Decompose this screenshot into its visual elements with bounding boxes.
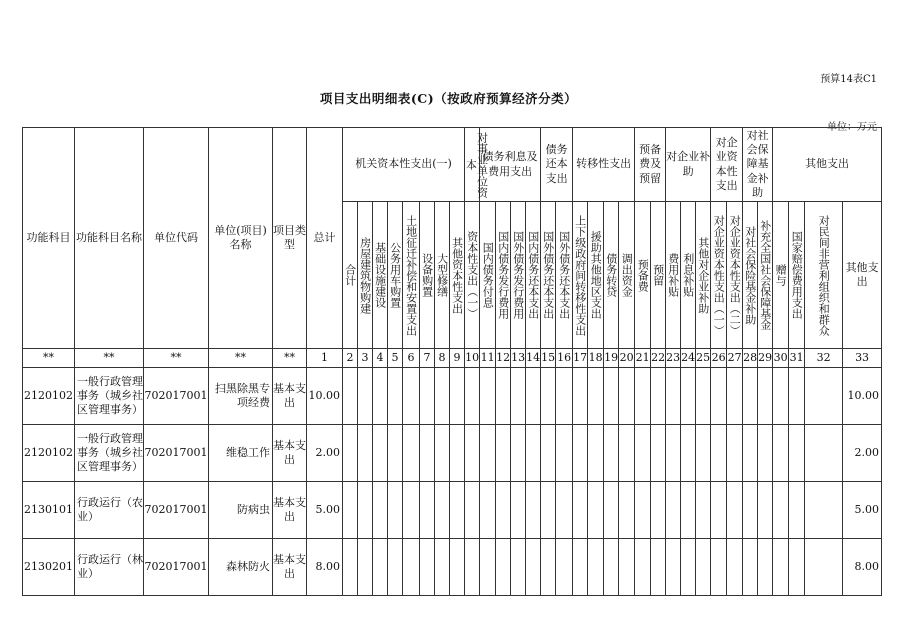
empty-cell [573,368,588,425]
empty-cell [465,425,480,482]
header-c29: 补充全国社会保障基金 [758,202,773,349]
func-code-cell: 2130201 [23,539,75,596]
index-cell: 13 [511,349,526,368]
index-cell: 6 [403,349,420,368]
empty-cell [373,539,388,596]
empty-cell [450,539,465,596]
empty-cell [403,482,420,539]
project-name-cell: 防病虫 [209,482,273,539]
empty-cell [635,425,651,482]
empty-cell [696,539,711,596]
empty-cell [588,425,604,482]
empty-cell [773,482,789,539]
header-c26: 对企业资本性支出（一） [711,202,727,349]
empty-cell [681,425,696,482]
func-name-cell: 行政运行（林业） [75,539,144,596]
empty-cell [681,539,696,596]
empty-cell [758,368,773,425]
empty-cell [711,482,727,539]
index-cell: 8 [435,349,450,368]
empty-cell [343,425,358,482]
func-code-cell: 2120102 [23,368,75,425]
header-group-social-security: 对社会保障基金补助 [743,128,773,202]
empty-cell [541,482,556,539]
empty-cell [696,425,711,482]
empty-cell [635,539,651,596]
empty-cell [789,539,805,596]
empty-cell [511,425,526,482]
empty-cell [588,539,604,596]
func-code-cell: 2120102 [23,425,75,482]
func-code-cell: 2130101 [23,482,75,539]
index-cell: 32 [805,349,843,368]
index-cell: 29 [758,349,773,368]
index-cell: 21 [635,349,651,368]
empty-cell [619,425,635,482]
empty-cell [343,482,358,539]
empty-cell [604,482,619,539]
index-cell: 4 [373,349,388,368]
empty-cell [573,539,588,596]
empty-cell [373,368,388,425]
proj-type-cell: 基本支出 [273,368,307,425]
empty-cell [511,539,526,596]
empty-cell [666,425,681,482]
header-func-code: 功能科目 [23,128,75,349]
header-c9: 其他资本性支出 [450,202,465,349]
header-group-debt-principal: 债务还本支出 [541,128,573,202]
empty-cell [805,539,843,596]
empty-cell [420,539,435,596]
proj-type-cell: 基本支出 [273,425,307,482]
empty-cell [743,425,758,482]
empty-cell [743,368,758,425]
index-cell: 5 [388,349,403,368]
empty-cell [666,368,681,425]
index-cell: 3 [358,349,373,368]
total-cell: 8.00 [307,539,343,596]
empty-cell [773,539,789,596]
empty-cell [711,425,727,482]
index-cell: 31 [789,349,805,368]
empty-cell [604,425,619,482]
func-name-cell: 行政运行（农业） [75,482,144,539]
empty-cell [526,482,541,539]
index-cell: 19 [604,349,619,368]
index-cell: 27 [727,349,743,368]
index-cell: 25 [696,349,711,368]
empty-cell [435,425,450,482]
table-row [23,482,882,539]
page-title: 项目支出明细表(C)（按政府预算经济分类） [319,91,578,106]
project-expense-table [22,127,882,596]
index-cell: ** [23,349,75,368]
empty-cell [604,368,619,425]
header-group-institution-capital: 对事业单位资本 [465,128,480,202]
index-cell: 22 [651,349,666,368]
index-cell: 26 [711,349,727,368]
total-cell: 10.00 [307,368,343,425]
empty-cell [358,539,373,596]
empty-cell [573,482,588,539]
header-c7: 设备购置 [420,202,435,349]
page-tag: 预算14表C1 [820,74,877,85]
empty-cell [651,368,666,425]
empty-cell [526,539,541,596]
header-c6: 土地征迁补偿和安置支出 [403,202,420,349]
header-c3: 房屋建筑物购建 [358,202,373,349]
empty-cell [480,368,496,425]
empty-cell [727,539,743,596]
empty-cell [588,482,604,539]
unit-label: 单位：万元 [827,122,877,133]
empty-cell [496,368,511,425]
index-cell: 7 [420,349,435,368]
header-c19: 债务转贷 [604,202,619,349]
header-c23: 费用补贴 [666,202,681,349]
unit-code-cell: 702017001 [144,368,209,425]
index-cell: 30 [773,349,789,368]
empty-cell [743,482,758,539]
empty-cell [465,368,480,425]
empty-cell [789,368,805,425]
index-cell: ** [75,349,144,368]
header-c5: 公务用车购置 [388,202,403,349]
empty-cell [789,425,805,482]
empty-cell [556,368,573,425]
header-c12: 国内债务发行费用 [496,202,511,349]
empty-cell [604,539,619,596]
empty-cell [773,425,789,482]
empty-cell [526,368,541,425]
header-group-capital-1: 机关资本性支出(一) [343,128,465,202]
empty-cell [403,368,420,425]
empty-cell [373,425,388,482]
empty-cell [635,368,651,425]
index-cell: 17 [573,349,588,368]
empty-cell [420,425,435,482]
unit-code-cell: 702017001 [144,482,209,539]
empty-cell [541,425,556,482]
total-cell: 2.00 [307,425,343,482]
index-cell: ** [273,349,307,368]
index-cell: 2 [343,349,358,368]
empty-cell [696,482,711,539]
empty-cell [541,368,556,425]
header-c20: 调出资金 [619,202,635,349]
header-total: 总计 [307,128,343,349]
header-c2: 合计 [343,202,358,349]
header-c30: 赠与 [773,202,789,349]
header-c15: 国外债务还本支出 [541,202,556,349]
header-c32: 对民间非营利组织和群众 [805,202,843,349]
header-c16: 国外债务还本支出 [556,202,573,349]
func-name-cell: 一般行政管理事务（城乡社区管理事务） [75,368,144,425]
empty-cell [588,368,604,425]
empty-cell [556,482,573,539]
proj-type-cell: 基本支出 [273,482,307,539]
empty-cell [727,425,743,482]
index-cell: ** [144,349,209,368]
empty-cell [511,482,526,539]
empty-cell [758,539,773,596]
project-name-cell: 扫黑除黑专项经费 [209,368,273,425]
empty-cell [388,482,403,539]
empty-cell [666,539,681,596]
unit-code-cell: 702017001 [144,425,209,482]
index-cell: 12 [496,349,511,368]
empty-cell [511,368,526,425]
empty-cell [388,539,403,596]
empty-cell [435,482,450,539]
empty-cell [480,425,496,482]
index-cell: 10 [465,349,480,368]
header-group-debt-interest: 债务利息及费用支出 [480,128,541,202]
index-cell: 15 [541,349,556,368]
table-row [23,539,882,596]
other-expense-cell: 10.00 [843,368,882,425]
empty-cell [789,482,805,539]
empty-cell [556,539,573,596]
empty-cell [403,425,420,482]
header-unit-code: 单位代码 [144,128,209,349]
header-c24: 利息补贴 [681,202,696,349]
index-cell: 20 [619,349,635,368]
index-cell: 16 [556,349,573,368]
empty-cell [343,539,358,596]
empty-cell [711,368,727,425]
index-cell: 24 [681,349,696,368]
index-cell: 14 [526,349,541,368]
header-c18: 援助其他地区支出 [588,202,604,349]
header-group-transfer: 转移性支出 [573,128,635,202]
index-cell: ** [209,349,273,368]
empty-cell [435,368,450,425]
header-group-other: 其他支出 [773,128,882,202]
empty-cell [373,482,388,539]
unit-code-cell: 702017001 [144,539,209,596]
empty-cell [358,482,373,539]
index-row [23,349,882,368]
empty-cell [651,425,666,482]
empty-cell [743,539,758,596]
empty-cell [619,539,635,596]
empty-cell [696,368,711,425]
header-c14: 国内债务还本支出 [526,202,541,349]
empty-cell [619,482,635,539]
empty-cell [805,425,843,482]
header-c11: 国内债务付息 [480,202,496,349]
empty-cell [450,368,465,425]
header-func-name: 功能科目名称 [75,128,144,349]
empty-cell [480,539,496,596]
empty-cell [388,368,403,425]
index-cell: 33 [843,349,882,368]
empty-cell [541,539,556,596]
header-c21: 预备费 [635,202,651,349]
empty-cell [619,368,635,425]
empty-cell [651,482,666,539]
index-cell: 1 [307,349,343,368]
empty-cell [805,482,843,539]
other-expense-cell: 5.00 [843,482,882,539]
header-c25: 其他对企业补助 [696,202,711,349]
empty-cell [573,425,588,482]
empty-cell [496,482,511,539]
index-cell: 23 [666,349,681,368]
empty-cell [651,539,666,596]
header-c13: 国外债务发行费用 [511,202,526,349]
index-cell: 18 [588,349,604,368]
empty-cell [450,425,465,482]
empty-cell [420,368,435,425]
empty-cell [526,425,541,482]
empty-cell [496,425,511,482]
header-c28: 对社会保险基金补助 [743,202,758,349]
empty-cell [435,539,450,596]
table-row [23,425,882,482]
empty-cell [450,482,465,539]
empty-cell [358,368,373,425]
header-c17: 上下级政府间转移性支出 [573,202,588,349]
project-name-cell: 森林防火 [209,539,273,596]
empty-cell [805,368,843,425]
empty-cell [666,482,681,539]
empty-cell [773,368,789,425]
header-c8: 大型修缮 [435,202,450,349]
empty-cell [556,425,573,482]
index-cell: 9 [450,349,465,368]
project-name-cell: 维稳工作 [209,425,273,482]
header-proj-type: 项目类型 [273,128,307,349]
empty-cell [711,539,727,596]
empty-cell [420,482,435,539]
empty-cell [727,368,743,425]
proj-type-cell: 基本支出 [273,539,307,596]
empty-cell [480,482,496,539]
header-group-enterprise-subsidy: 对企业补助 [666,128,711,202]
empty-cell [358,425,373,482]
empty-cell [403,539,420,596]
header-c33: 其他支出 [843,202,882,349]
func-name-cell: 一般行政管理事务（城乡社区管理事务） [75,425,144,482]
index-cell: 28 [743,349,758,368]
empty-cell [727,482,743,539]
other-expense-cell: 8.00 [843,539,882,596]
empty-cell [465,482,480,539]
header-unit-name: 单位(项目)名称 [209,128,273,349]
header-c4: 基础设施建设 [373,202,388,349]
empty-cell [343,368,358,425]
empty-cell [635,482,651,539]
empty-cell [681,368,696,425]
table-row [23,368,882,425]
total-cell: 5.00 [307,482,343,539]
header-c10: 资本性支出（一） [465,202,480,349]
empty-cell [496,539,511,596]
header-group-enterprise-capital: 对企业资本性支出 [711,128,743,202]
index-cell: 11 [480,349,496,368]
empty-cell [465,539,480,596]
other-expense-cell: 2.00 [843,425,882,482]
header-c22: 预留 [651,202,666,349]
header-c27: 对企业资本性支出（二） [727,202,743,349]
empty-cell [388,425,403,482]
empty-cell [681,482,696,539]
header-group-reserve: 预备费及预留 [635,128,666,202]
header-c31: 国家赔偿费用支出 [789,202,805,349]
empty-cell [758,425,773,482]
empty-cell [758,482,773,539]
